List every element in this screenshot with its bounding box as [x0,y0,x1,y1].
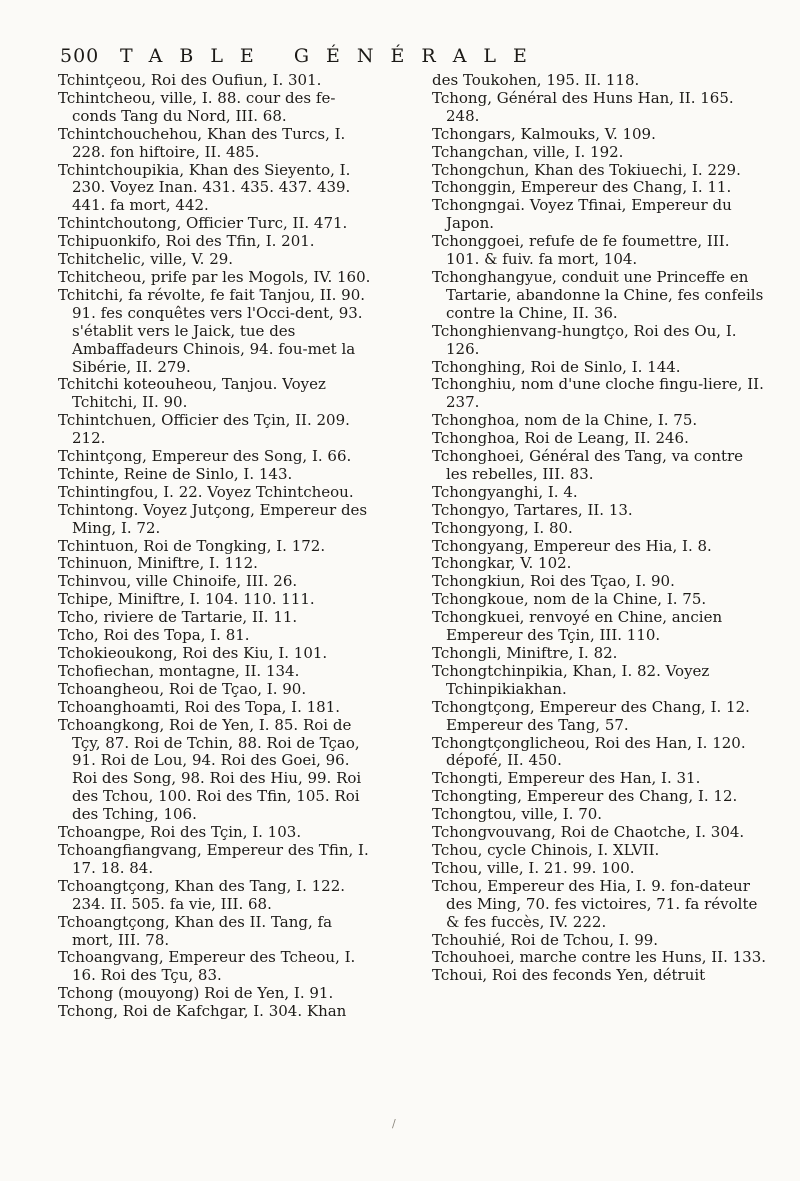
index-entry: Tchongyong, I. 80. [432,518,573,537]
index-entry: Tchoangkong, Roi de Yen, I. 85. Roi de Tçy, 87. Roi de Tchin, 88. Roi de Tçao, 91. Roi de Lou, 94. Roi des Goei, 96. Roi des Song, 98. Roi des Hiu, 99. Roi des Tchou, 100. Roi des Tfin, 105. Roi des Tching, 106. [58,715,362,824]
index-entry: Tchongtçonglicheou, Roi des Han, I. 120. dépofé, II. 450. [432,733,746,770]
index-entry: Tchou, cycle Chinois, I. XLVII. [432,840,660,859]
index-entry: Tchonghienvang-hungtço, Roi des Ou, I. 126. [432,321,737,358]
index-entry: Tchongyanghi, I. 4. [432,482,578,501]
index-entry: Tchinuon, Miniftre, I. 112. [58,554,258,573]
index-entry: Tchoangfiangvang, Empereur des Tfin, I. 17. 18. 84. [58,840,369,877]
index-entry: Tcho, Roi des Topa, I. 81. [58,626,250,645]
index-entry: Tchintchouchehou, Khan des Turcs, I. 228. fon hiftoire, II. 485. [58,124,346,161]
index-entry: Tchonggin, Empereur des Chang, I. 11. [432,178,732,197]
index-entry: Tchonghoei, Général des Tang, va contre les rebelles, III. 83. [432,447,744,483]
index-entry: Tchongli, Miniftre, I. 82. [432,644,618,662]
index-entry: Tchouhié, Roi de Tchou, I. 99. [432,930,659,949]
index-entry: Tchinte, Reine de Sinlo, I. 143. [58,464,293,483]
index-entry: Tchintçong, Empereur des Song, I. 66. [58,447,352,466]
index-entry: Tchonghangyue, conduit une Princeffe en Tartarie, abandonne la Chine, fes confeils contre la Chine, II. 36. [432,267,764,322]
index-entry: Tchintuon, Roi de Tongking, I. 172. [58,536,326,555]
index-entry: Tchongti, Empereur des Han, I. 31. [432,769,701,788]
index-entry: Tchoanghoamti, Roi des Topa, I. 181. [58,697,341,716]
index-entry: Tchitchelic, ville, V. 29. [58,250,234,269]
index-entry: Tchofiechan, montagne, II. 134. [58,661,300,680]
index-entry: Tchoangheou, Roi de Tçao, I. 90. [58,679,307,698]
index-entry: Tchintchoupikia, Khan des Sieyento, I. 230. Voyez Inan. 431. 435. 437. 439. 441. fa mort, 442. [58,160,351,215]
index-entry: Tchokieoukong, Roi des Kiu, I. 101. [58,644,328,662]
index-entry: Tchintchuen, Officier des Tçin, II. 209. 212. [58,411,350,448]
index-entry: Tchipe, Miniftre, I. 104. 110. 111. [58,590,315,609]
index-entry: Tchangchan, ville, I. 192. [432,142,624,161]
index-entry: des Toukohen, 195. II. 118. [432,71,640,89]
index-entry: Tchong, Roi de Kafchgar, I. 304. Khan [58,1002,347,1021]
index-entry: Tchongvouvang, Roi de Chaotche, I. 304. [432,823,745,842]
index-entry: Tchitchi, fa révolte, fe fait Tanjou, II. 90. 91. fes conquêtes vers l'Occi-dent, 93. s'établit vers le Jaick, tue des Ambaffadeurs Chinois, 94. fou-met la Sibérie, II. 279. [58,285,366,376]
index-entry: Tchongkiun, Roi des Tçao, I. 90. [432,572,675,591]
index-entry: Tchonggoei, refufe de fe foumettre, III. 101. & fuiv. fa mort, 104. [432,232,730,269]
index-entry: Tchintchoutong, Officier Turc, II. 471. [58,214,348,233]
index-entry: Tchitchi koteouheou, Tanjou. Voyez Tchitchi, II. 90. [58,375,326,412]
index-entry: Tchongyo, Tartares, II. 13. [432,500,633,519]
index-entry: Tchouhoei, marche contre les Huns, II. 133. [432,948,767,967]
index-entry: Tchonghiu, nom d'une cloche fingu-liere, II. 237. [432,375,764,412]
right-column [432,72,767,985]
index-entry: Tchintingfou, I. 22. Voyez Tchintcheou. [58,482,354,501]
index-entry: Tchongtchinpikia, Khan, I. 82. Voyez Tchinpikiakhan. [432,661,710,698]
index-entry: Tchoangtçong, Khan des II. Tang, fa mort, III. 78. [58,912,333,949]
index-entry: Tchongkoue, nom de la Chine, I. 75. [432,590,707,609]
index-entry: Tchongkuei, renvoyé en Chine, ancien Empereur des Tçin, III. 110. [432,608,723,645]
index-entry: Tchong (mouyong) Roi de Yen, I. 91. [58,984,334,1003]
index-entry: Tchintçeou, Roi des Oufiun, I. 301. [58,71,322,89]
index-entry: Tchou, Empereur des Hia, I. 9. fon-dateur des Ming, 70. fes victoires, 71. fa révolte & fes fuccès, IV. 222. [432,876,758,931]
index-entry: Tchongtçong, Empereur des Chang, I. 12. Empereur des Tang, 57. [432,697,750,734]
index-entry: Tchongngai. Voyez Tfinai, Empereur du Japon. [432,196,732,233]
index-entry: Tchonghing, Roi de Sinlo, I. 144. [432,357,681,376]
index-entry: Tchongyang, Empereur des Hia, I. 8. [432,536,712,555]
running-title: TABLE GÉNÉRALE [120,45,544,67]
index-entry: Tchongars, Kalmouks, V. 109. [432,124,656,143]
index-entry: Tchoui, Roi des feconds Yen, détruit [432,966,706,985]
index-entry: Tchongchun, Khan des Tokiuechi, I. 229. [432,160,741,179]
index-entry: Tchongtou, ville, I. 70. [432,805,603,824]
index-entry: Tchoangvang, Empereur des Tcheou, I. 16. Roi des Tçu, 83. [58,948,356,985]
index-entry: Tchoangtçong, Khan des Tang, I. 122. 234. II. 505. fa vie, III. 68. [58,876,346,913]
left-column [58,72,378,1021]
page-number: 500 [60,45,100,67]
index-entry: Tchipuonkifo, Roi des Tfin, I. 201. [58,232,315,251]
index-entry: Tchintong. Voyez Jutçong, Empereur des Ming, I. 72. [58,500,368,537]
index-entry: Tchonghoa, nom de la Chine, I. 75. [432,411,698,430]
index-entry: Tchitcheou, prife par les Mogols, IV. 160. [58,267,371,286]
index-entry: Tchou, ville, I. 21. 99. 100. [432,858,635,877]
index-entry: Tchonghoa, Roi de Leang, II. 246. [432,429,689,448]
index-entry: Tchong, Général des Huns Han, II. 165. 248. [432,88,734,125]
index-entry: Tchongting, Empereur des Chang, I. 12. [432,787,738,806]
index-entry: Tchoangpe, Roi des Tçin, I. 103. [58,823,302,842]
index-entry: Tchinvou, ville Chinoife, III. 26. [58,572,298,591]
signature-mark: / [392,1117,396,1130]
index-entry: Tchintcheou, ville, I. 88. cour des fe-conds Tang du Nord, III. 68. [58,88,336,125]
index-entry: Tcho, riviere de Tartarie, II. 11. [58,608,298,627]
index-entry: Tchongkar, V. 102. [432,554,572,573]
